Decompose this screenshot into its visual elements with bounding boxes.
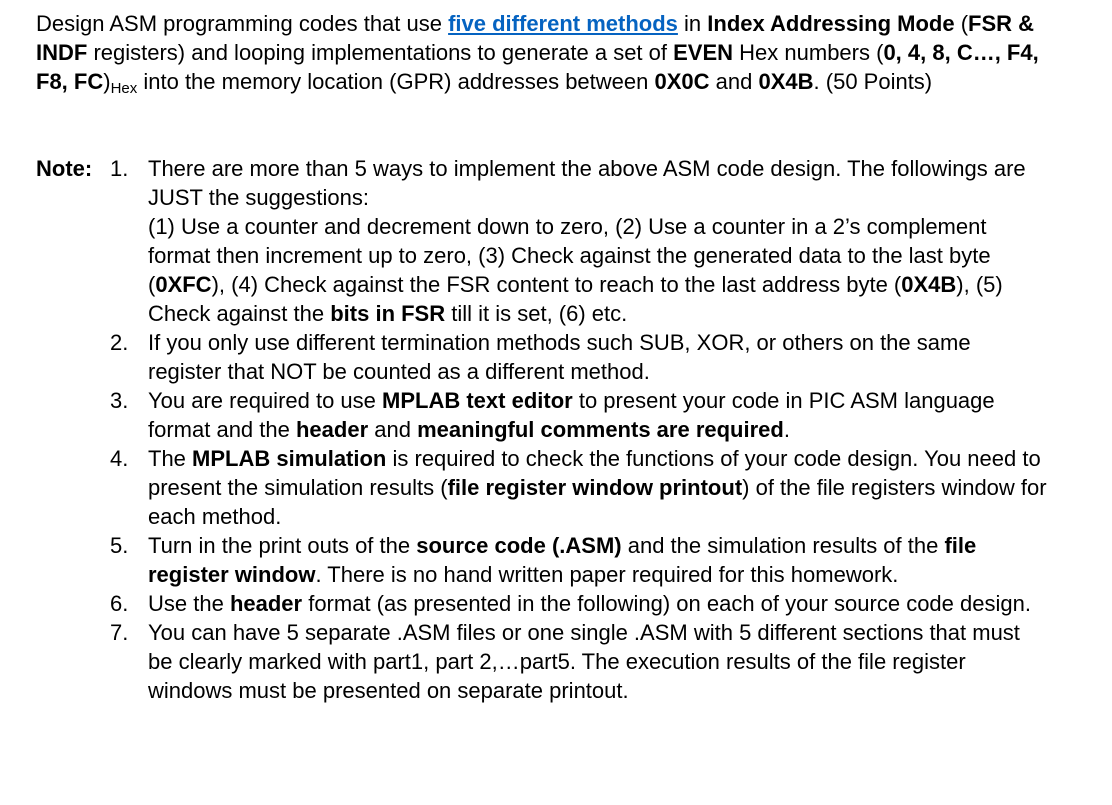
text-run: meaningful comments are required: [417, 417, 784, 442]
text-run: file register window printout: [447, 475, 743, 500]
text-run: header: [295, 417, 369, 442]
text-run: ): [103, 69, 111, 94]
five-different-methods-link[interactable]: five different methods: [448, 11, 678, 36]
text-run: 0, 4, 8, C…, F4, F8, FC: [36, 40, 1039, 94]
text-run: into the memory location (GPR) addresses between: [137, 69, 655, 94]
subscript-text: Hex: [110, 80, 138, 97]
text-run: . There is no hand written paper required for this homework.: [315, 562, 899, 587]
text-run: FSR & INDF: [36, 11, 1035, 65]
text-run: .: [783, 417, 790, 442]
note-label: Note:: [36, 156, 93, 181]
note-item-number: 3.: [110, 388, 129, 413]
text-run: ), (5) Check against the: [148, 272, 1003, 326]
text-run: in: [677, 11, 708, 36]
note-item: [110, 618, 1048, 705]
text-run: (1) Use a counter and decrement down to zero, (2) Use a counter in a 2’s complement format then increment up to zero, (3) Check against the generated data to the last byte (: [148, 214, 991, 297]
text-run: registers) and looping implementations to generate a set of: [87, 40, 674, 65]
note-item-text: [148, 386, 1048, 444]
note-item: [110, 531, 1048, 589]
text-run: Hex numbers (: [733, 40, 884, 65]
note-item-number: 2.: [110, 330, 129, 355]
text-run: (: [954, 11, 969, 36]
text-run: and: [709, 69, 759, 94]
text-run: and the simulation results of the: [621, 533, 945, 558]
text-run: ), (4) Check against the FSR content to reach to the last address byte (: [211, 272, 902, 297]
note-item-text: [148, 618, 1048, 705]
note-item-number: 1.: [110, 156, 129, 181]
note-list: [110, 154, 1048, 705]
text-run: You can have 5 separate .ASM files or one single .ASM with 5 different sections that must be clearly marked with part1, part 2,…part5. The execution results of the file register windows must be presented on separate printout.: [148, 620, 1020, 703]
note-item-text: [148, 328, 1048, 386]
text-run: bits in FSR: [330, 301, 446, 326]
note-item-text: [148, 589, 1048, 618]
text-run: source code (.ASM): [416, 533, 622, 558]
text-run: and: [368, 417, 418, 442]
note-item: [110, 154, 1048, 328]
text-run: MPLAB simulation: [192, 446, 387, 471]
note-item: [110, 386, 1048, 444]
text-run: Use the: [148, 591, 230, 616]
note-item-number: 5.: [110, 533, 129, 558]
text-run: file register window: [148, 533, 977, 587]
text-run: . (50 Points): [813, 69, 933, 94]
note-item-number: 6.: [110, 591, 129, 616]
note-item-text: [148, 154, 1048, 328]
note-item: [110, 444, 1048, 531]
text-run: 0X4B: [758, 69, 814, 94]
text-run: 0X4B: [901, 272, 957, 297]
text-run: Index Addressing Mode: [707, 11, 955, 36]
text-run: Turn in the print outs of the: [148, 533, 417, 558]
text-run: 0X0C: [654, 69, 710, 94]
note-item-text: [148, 444, 1048, 531]
note-item-number: 4.: [110, 446, 129, 471]
text-run: EVEN: [673, 40, 734, 65]
text-run: to present your code in PIC ASM language format and the: [148, 388, 995, 442]
note-item: [110, 589, 1048, 618]
note-item-text: [148, 531, 1048, 589]
assignment-prompt: [36, 9, 1048, 96]
note-item: [110, 328, 1048, 386]
text-run: till it is set, (6) etc.: [445, 301, 628, 326]
text-run: If you only use different termination methods such SUB, XOR, or others on the same register that NOT be counted as a different method.: [148, 330, 971, 384]
text-run: MPLAB text editor: [382, 388, 573, 413]
text-run: The: [148, 446, 193, 471]
text-run: ) of the file registers window for each method.: [148, 475, 1047, 529]
text-run: header: [229, 591, 303, 616]
text-run: Design ASM programming codes that use: [36, 11, 449, 36]
text-run: 0XFC: [155, 272, 212, 297]
text-run: is required to check the functions of your code design. You need to present the simulation results (: [148, 446, 1041, 500]
note-item-number: 7.: [110, 620, 129, 645]
note-section: [36, 154, 1082, 705]
text-run: format (as presented in the following) on each of your source code design.: [302, 591, 1031, 616]
text-run: There are more than 5 ways to implement the above ASM code design. The followings are JUST the suggestions:: [148, 156, 1026, 210]
text-run: You are required to use: [148, 388, 383, 413]
